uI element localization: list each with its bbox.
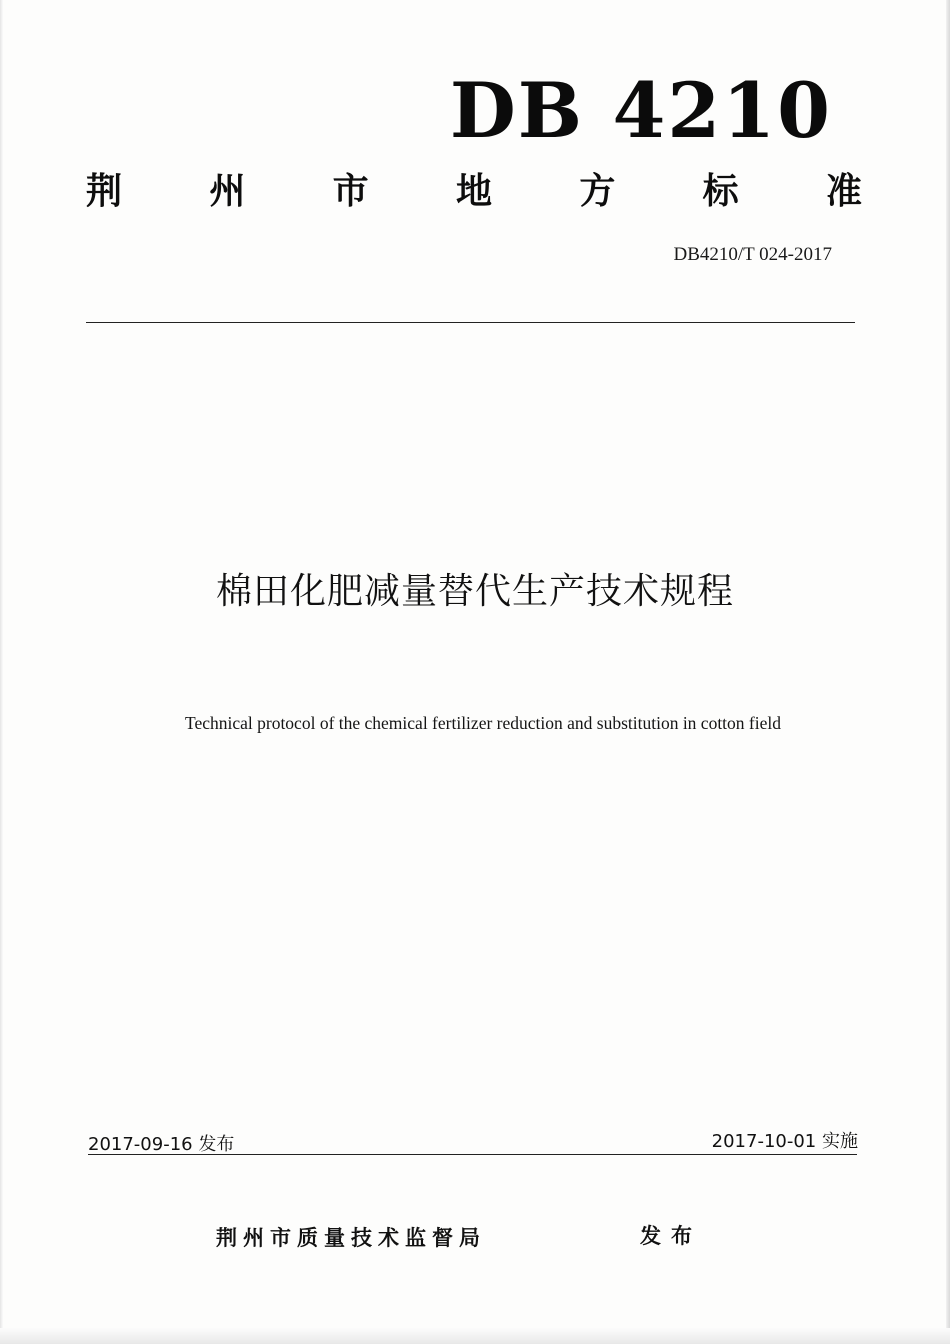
issuing-authority: 荆州市质量技术监督局 <box>216 1226 486 1250</box>
implementation-date: 2017-10-01 实施 <box>711 1131 858 1152</box>
standard-type-char: 市 <box>332 171 369 212</box>
standard-number: DB4210/T 024-2017 <box>673 244 832 265</box>
scan-edge-bottom <box>0 1328 950 1344</box>
scan-edge-right <box>946 0 950 1344</box>
scan-edge-left <box>0 0 3 1344</box>
header-divider <box>86 322 855 323</box>
standard-type-char: 荆 <box>86 171 123 212</box>
standard-type-char: 州 <box>209 171 246 212</box>
footer-divider <box>88 1154 857 1155</box>
standard-type-char: 地 <box>455 171 492 212</box>
issue-date: 2017-09-16 发布 <box>88 1134 235 1155</box>
document-title-english: Technical protocol of the chemical fertilizer reduction and substitution in cotton field <box>184 713 781 733</box>
standard-code: DB 4210 <box>449 66 832 155</box>
standard-type-char: 方 <box>579 171 616 212</box>
standard-type-char: 标 <box>702 171 739 212</box>
standard-type-char: 准 <box>825 171 862 212</box>
standard-type <box>86 166 862 218</box>
issued-label: 发布 <box>640 1224 702 1248</box>
document-title-chinese: 棉田化肥减量替代生产技术规程 <box>215 571 734 612</box>
